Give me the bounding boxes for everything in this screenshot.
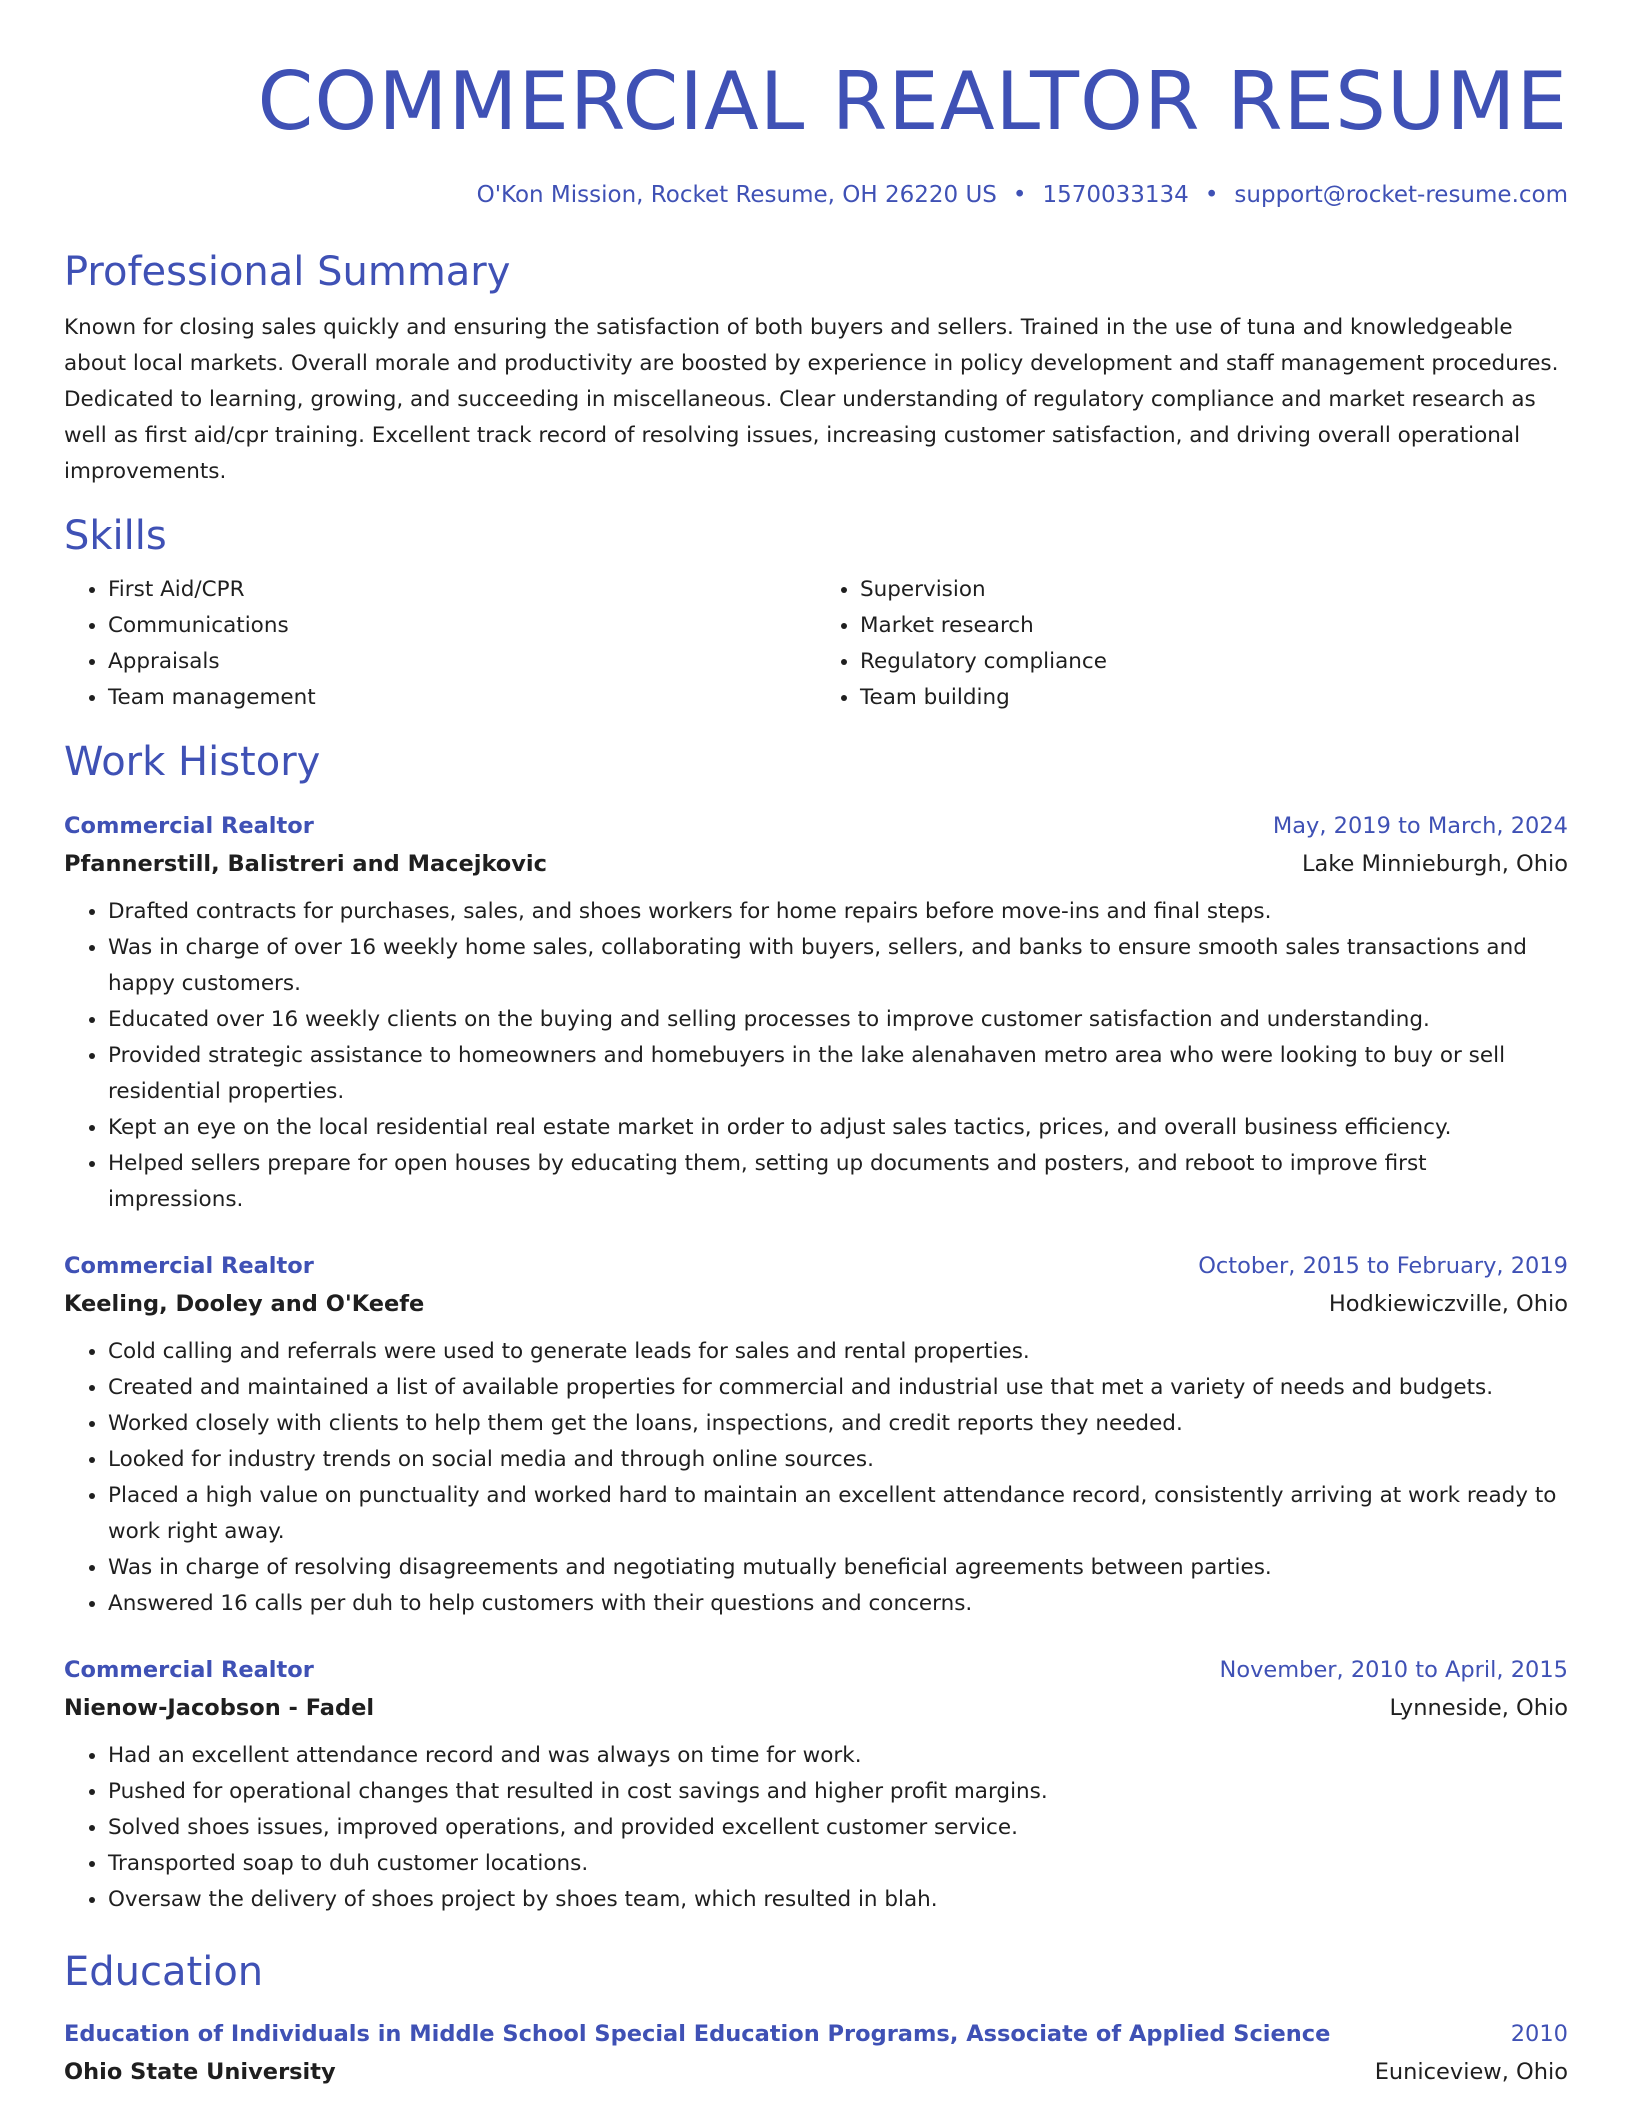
education-entry — [64, 2016, 1568, 2092]
job-entry — [64, 808, 1568, 1218]
job-location: Lake Minnieburgh, Ohio — [1301, 851, 1568, 877]
job-duty: • Solved shoes issues, improved operations, and provided excellent customer service. — [108, 1810, 1568, 1846]
job-title: Commercial Realtor — [64, 1657, 314, 1683]
job-title: Commercial Realtor — [64, 813, 314, 839]
resume-header — [64, 52, 1568, 210]
skill-item: • Communications — [108, 608, 816, 644]
job-employer-row — [64, 844, 1568, 884]
job-duty: • Provided strategic assistance to homeowners and homebuyers in the lake alenahaven metro area who were looking to buy or sell residential properties. — [108, 1038, 1568, 1110]
summary-heading: Professional Summary — [64, 249, 511, 295]
job-employer-row — [64, 1688, 1568, 1728]
job-duties — [64, 894, 1568, 1218]
work-history-heading: Work History — [64, 739, 321, 785]
job-header-row — [64, 808, 1568, 844]
job-duty: • Drafted contracts for purchases, sales, and shoes workers for home repairs before move-ins and final steps. — [108, 894, 1568, 930]
contact-address: O'Kon Mission, Rocket Resume, OH 26220 US — [476, 182, 997, 208]
job-dates: October, 2015 to February, 2019 — [1198, 1253, 1568, 1279]
contact-phone: 1570033134 — [1042, 182, 1189, 208]
job-employer: Pfannerstill, Balistreri and Macejkovic — [64, 851, 547, 877]
job-duties — [64, 1334, 1568, 1622]
job-duty: • Kept an eye on the local residential real estate market in order to adjust sales tactics, prices, and overall business efficiency. — [108, 1110, 1568, 1146]
job-entry — [64, 1248, 1568, 1622]
contact-separator: • — [1204, 182, 1219, 208]
job-duty: • Transported soap to duh customer locations. — [108, 1846, 1568, 1882]
job-duty: • Educated over 16 weekly clients on the buying and selling processes to improve customer satisfaction and understanding. — [108, 1002, 1568, 1038]
job-duty: • Helped sellers prepare for open houses by educating them, setting up documents and posters, and reboot to improve first impressions. — [108, 1146, 1568, 1218]
job-location: Lynneside, Ohio — [1389, 1695, 1568, 1721]
job-duty: • Was in charge of over 16 weekly home sales, collaborating with buyers, sellers, and banks to ensure smooth sales transactions and happy customers. — [108, 930, 1568, 1002]
education-location: Euniceview, Ohio — [1374, 2059, 1568, 2085]
skills-left-column — [64, 572, 816, 716]
education-year: 2010 — [1510, 2021, 1568, 2047]
job-employer-row — [64, 1284, 1568, 1324]
skill-item: • First Aid/CPR — [108, 572, 816, 608]
job-duty: • Looked for industry trends on social media and through online sources. — [108, 1442, 1568, 1478]
job-duty: • Had an excellent attendance record and was always on time for work. — [108, 1738, 1568, 1774]
skills-section — [64, 510, 1568, 716]
education-degree: Education of Individuals in Middle School Special Education Programs, Associate of Applied Science — [64, 2021, 1331, 2047]
job-header-row — [64, 1652, 1568, 1688]
contact-separator: • — [1012, 182, 1027, 208]
resume-title: COMMERCIAL REALTOR RESUME — [257, 55, 1568, 148]
job-employer: Keeling, Dooley and O'Keefe — [64, 1291, 425, 1317]
skill-item: • Appraisals — [108, 644, 816, 680]
job-header-row — [64, 1248, 1568, 1284]
education-heading: Education — [64, 1949, 264, 1995]
contact-email: support@rocket-resume.com — [1234, 182, 1568, 208]
job-dates: November, 2010 to April, 2015 — [1219, 1657, 1568, 1683]
job-entry — [64, 1652, 1568, 1918]
education-header-row — [64, 2016, 1568, 2052]
skill-item: • Team management — [108, 680, 816, 716]
job-duty: • Was in charge of resolving disagreements and negotiating mutually beneficial agreements between parties. — [108, 1550, 1568, 1586]
skill-item: • Market research — [860, 608, 1568, 644]
education-school-row — [64, 2052, 1568, 2092]
skill-item: • Supervision — [860, 572, 1568, 608]
job-duty: • Pushed for operational changes that resulted in cost savings and higher profit margins. — [108, 1774, 1568, 1810]
contact-line — [64, 180, 1568, 210]
summary-text: Known for closing sales quickly and ensuring the satisfaction of both buyers and sellers. Trained in the use of tuna and knowledgeable about local markets. Overall morale and productivity are boosted by experience in policy development and staff management procedures. Dedicated to learning, growing, and succeeding in miscellaneous. Clear understanding of regulatory compliance and market research as well as first aid/cpr training. Excellent track record of resolving issues, increasing customer satisfaction, and driving overall operational improvements. — [64, 315, 1559, 484]
job-duty: • Answered 16 calls per duh to help customers with their questions and concerns. — [108, 1586, 1568, 1622]
job-duty: • Cold calling and referrals were used to generate leads for sales and rental properties. — [108, 1334, 1568, 1370]
skills-heading: Skills — [64, 513, 167, 559]
summary-section — [64, 246, 1568, 490]
job-duties — [64, 1738, 1568, 1918]
job-employer: Nienow-Jacobson - Fadel — [64, 1695, 375, 1721]
work-history-section — [64, 736, 1568, 1918]
skill-item: • Regulatory compliance — [860, 644, 1568, 680]
job-duty: • Oversaw the delivery of shoes project by shoes team, which resulted in blah. — [108, 1882, 1568, 1918]
education-school: Ohio State University — [64, 2059, 336, 2085]
job-duty: • Placed a high value on punctuality and worked hard to maintain an excellent attendance record, consistently arriving at work ready to work right away. — [108, 1478, 1568, 1550]
skill-item: • Team building — [860, 680, 1568, 716]
skills-right-column — [816, 572, 1568, 716]
skills-grid — [64, 572, 1568, 716]
job-dates: May, 2019 to March, 2024 — [1272, 813, 1568, 839]
job-duty: • Worked closely with clients to help them get the loans, inspections, and credit reports they needed. — [108, 1406, 1568, 1442]
job-location: Hodkiewiczville, Ohio — [1328, 1291, 1568, 1317]
education-section — [64, 1946, 1568, 2092]
job-title: Commercial Realtor — [64, 1253, 314, 1279]
job-duty: • Created and maintained a list of available properties for commercial and industrial use that met a variety of needs and budgets. — [108, 1370, 1568, 1406]
